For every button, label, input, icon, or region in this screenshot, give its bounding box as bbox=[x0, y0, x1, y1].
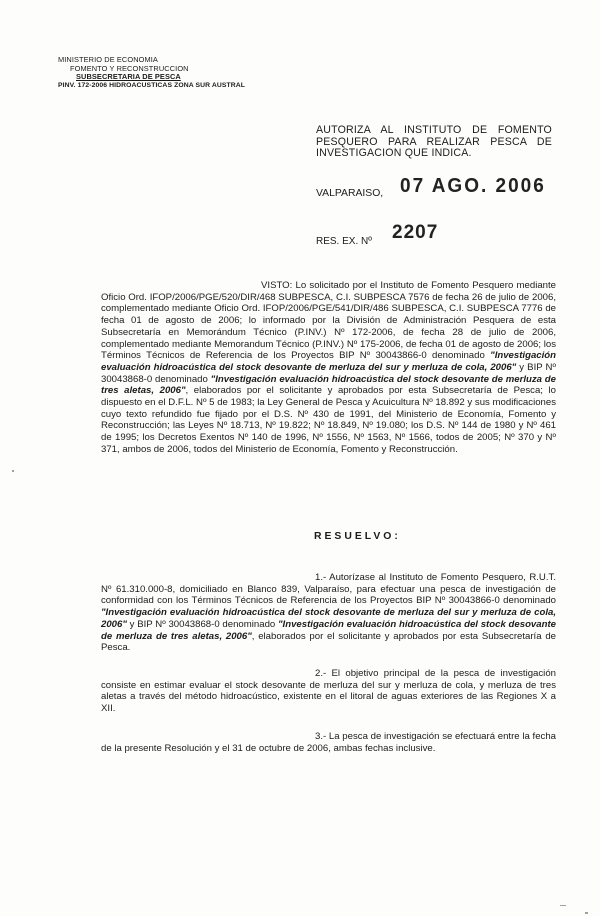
letterhead bbox=[58, 56, 245, 90]
visto-paragraph bbox=[101, 280, 556, 456]
ministry-name: MINISTERIO DE ECONOMIA bbox=[58, 55, 158, 64]
visto-text-2: y BIP Nº 30043868-0 denominado bbox=[101, 361, 556, 385]
article-1-text-1: 1.- Autorízase al Instituto de Fomento Pesquero, R.U.T. Nº 61.310.000-8, domiciliado en Blanco 839, Valparaíso, para efectuar una pesca de investigación de conformidad con los Términos Técnicos de Referencia de los Proyectos BIP Nº 30043866-0 denominado bbox=[101, 572, 556, 607]
place-label: VALPARAISO, bbox=[316, 188, 384, 199]
project-reference: PINV. 172-2006 HIDROACUSTICAS ZONA SUR AUSTRAL bbox=[58, 81, 246, 89]
visto-text-1: VISTO: Lo solicitado por el Instituto de Fomento Pesquero mediante Oficio Ord. IFOP/2006/PGE/520/DIR/468 SUBPESCA, C.I. SUBPESCA 7576 de fecha 26 de julio de 2006, complementado mediante Oficio Ord. IFOP/2006/PGE/541/DIR/486 SUBPESCA, C.I. SUBPESCA 7776 de fecha 01 de agosto de 2006; lo informado por la División de Administración Pesquera de esta Subsecretaría en Memorándum Técnico (P.INV.) Nº 172-2006, de fecha 28 de julio de 2006, complementado mediante Memorandum Técnico (P.INV.) Nº 175-2006, de fecha 01 de agosto de 2006; los Términos Técnicos de Referencia de los Proyectos BIP Nº 30043866-0 denominado bbox=[101, 280, 556, 362]
date-stamp: 07 AGO. 2006 bbox=[400, 175, 546, 198]
article-1-project-1-title: "Investigación evaluación hidroacústica del stock desovante de merluza del sur y merluza de cola, 2006" bbox=[101, 607, 556, 630]
visto-text-3: , elaborados por el solicitante y aprobados por esta Subsecretaría de Pesca; lo dispuesto en el D.F.L. Nº 5 de 1983; la Ley General de Pesca y Acuicultura Nº 18.892 y sus modificaciones cuyo texto refundido fue fijado por el D.S. Nº 430 de 1991, del Ministerio de Economía, Fomento y Reconstrucción; las Leyes Nº 18.713, Nº 19.822; Nº 18.849, Nº 19.080; los D.S. Nº 144 de 1980 y Nº 461 de 1995; los Decretos Exentos Nº 140 de 1996, Nº 1556, Nº 1563, Nº 1566, todos de 2005; Nº 370 y Nº 371, ambos de 2006, todos del Ministerio de Economía, Fomento y Reconstrucción. bbox=[101, 385, 556, 455]
visto-project-1-title: "Investigación evaluación hidroacústica del stock desovante de merluza del sur y merluza de cola, 2006" bbox=[101, 350, 556, 373]
resuelvo-heading: RESUELVO: bbox=[314, 531, 401, 542]
scan-speck bbox=[12, 470, 14, 472]
scan-speck bbox=[585, 912, 588, 914]
resolution-subject: AUTORIZA AL INSTITUTO DE FOMENTO PESQUERO PARA REALIZAR PESCA DE INVESTIGACION QUE INDICA. bbox=[316, 124, 552, 160]
resolution-number-label: RES. EX. Nº bbox=[316, 236, 372, 247]
resolution-article-2: 2.- El objetivo principal de la pesca de investigación consiste en estimar evaluar el stock desovante de merluza del sur y merluza de cola, y merluza de tres aletas a través del método hidroacústico, existente en el litoral de aguas exteriores de las Regiones X a XII. bbox=[101, 668, 556, 715]
scan-speck bbox=[560, 905, 566, 906]
resolution-number-stamp: 2207 bbox=[392, 222, 439, 243]
article-1-text-3: , elaborados por el solicitante y aprobados por esta Subsecretaría de Pesca. bbox=[101, 630, 556, 654]
visto-project-2-title: "Investigación evaluación hidroacústica del stock desovante de merluza de tres aletas, 2006" bbox=[101, 373, 556, 397]
subsecretaria-name: SUBSECRETARIA DE PESCA bbox=[76, 72, 181, 82]
resolution-article-3: 3.- La pesca de investigación se efectuará entre la fecha de la presente Resolución y el 31 de octubre de 2006, ambas fechas inclusive. bbox=[101, 731, 556, 754]
resolution-article-1 bbox=[101, 572, 556, 654]
article-1-text-2: y BIP Nº 30043868-0 denominado bbox=[126, 618, 278, 630]
ministry-subname: FOMENTO Y RECONSTRUCCION bbox=[70, 63, 189, 73]
article-1-project-2-title: "Investigación evaluación hidroacústica del stock desovante de merluza de tres aletas, 2006" bbox=[101, 618, 556, 642]
